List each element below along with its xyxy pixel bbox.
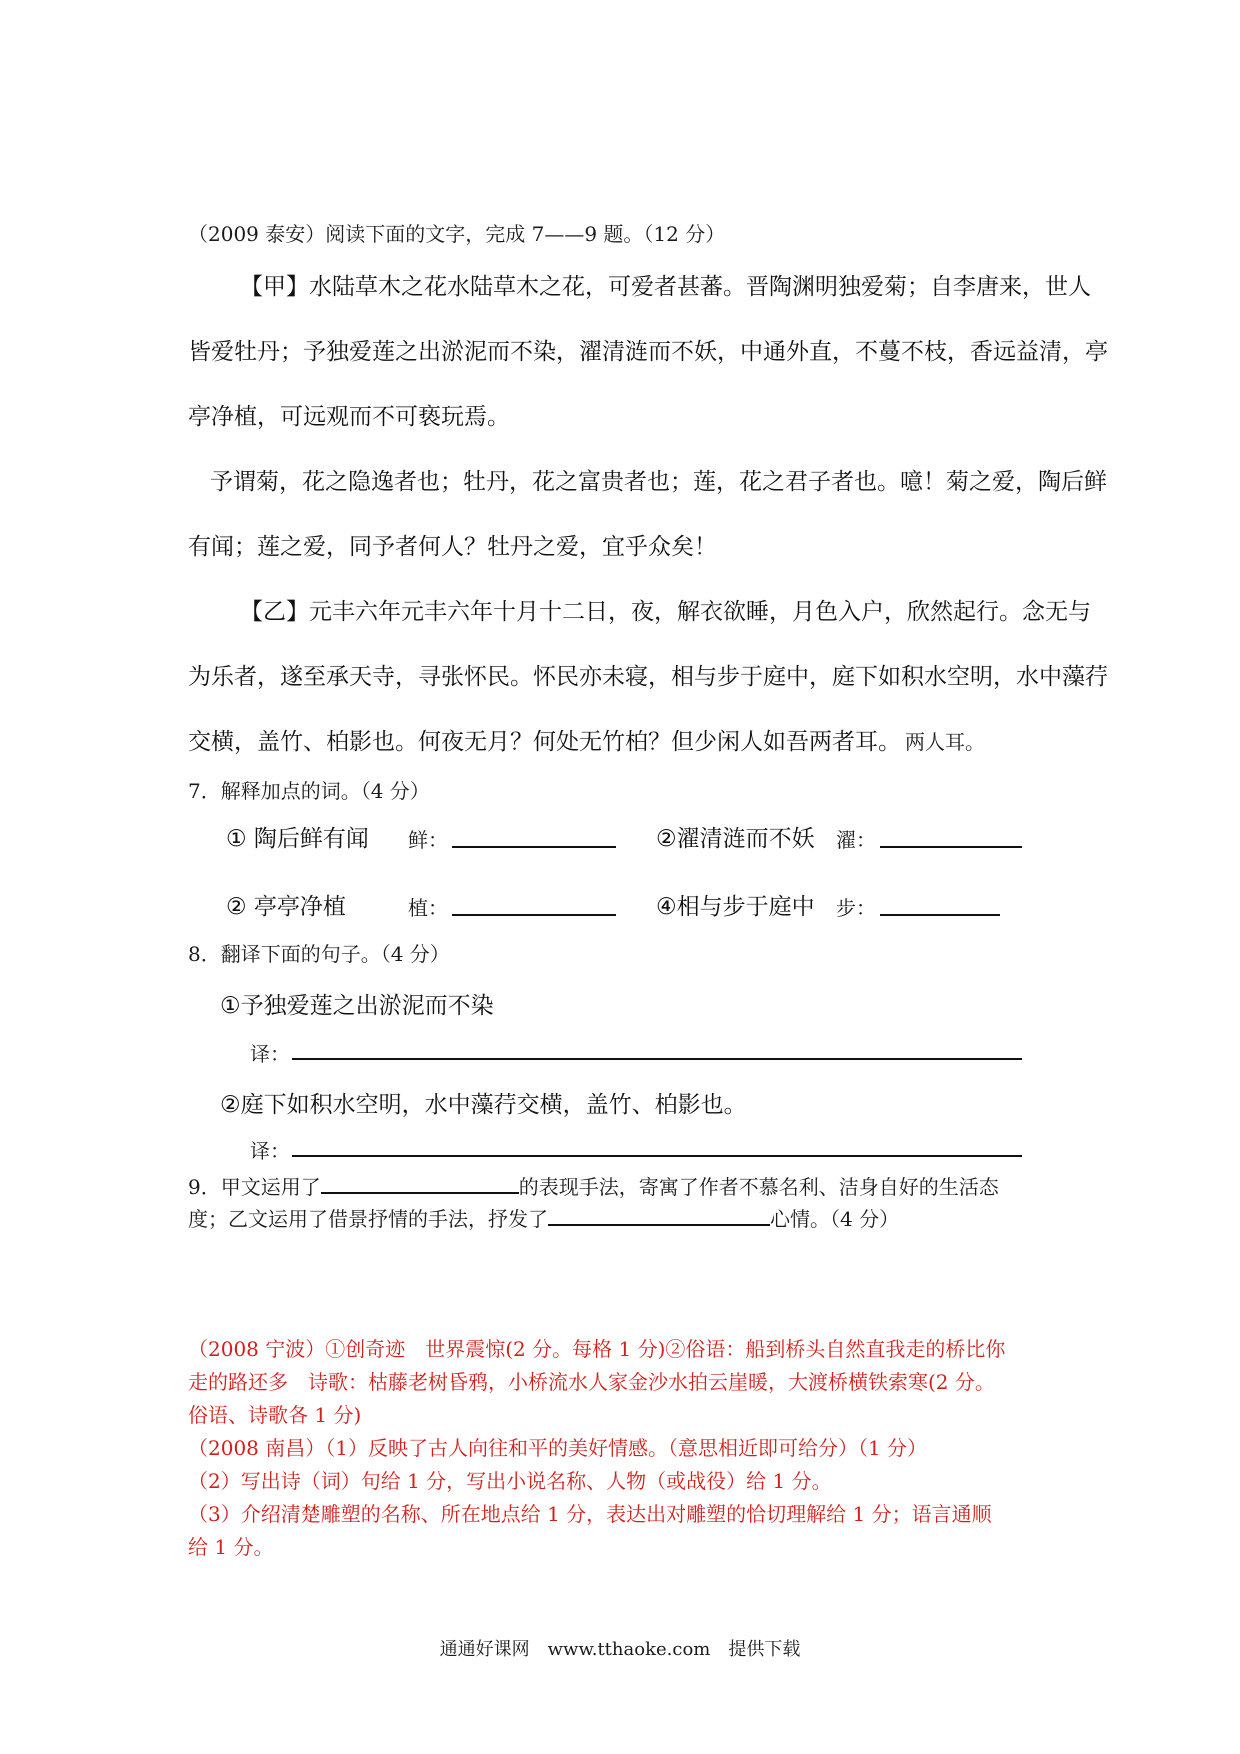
q7-item-1-label: 鲜： (408, 828, 448, 852)
q8-title: 8．翻译下面的句子。（4 分） (188, 942, 450, 966)
q9-part-3: 度；乙文运用了借景抒情的手法，抒发了 (188, 1207, 548, 1231)
page-footer: 通通好课网 www.tthaoke.com 提供下载 (439, 1639, 801, 1660)
q7-item-2-phrase: ②濯清涟而不妖 (656, 826, 815, 852)
q7-item-3-phrase: ② 亭亭净植 (226, 894, 346, 920)
question-intro: （2009 泰安）阅读下面的文字，完成 7——9 题。（12 分） (188, 222, 726, 246)
q7-item-1-phrase: ① 陶后鲜有闻 (226, 826, 369, 852)
q8-sentence-1: ①予独爱莲之出淤泥而不染 (220, 993, 494, 1019)
q7-item-1-answer-blank[interactable] (452, 824, 616, 848)
q9-part-1: 9．甲文运用了 (188, 1175, 321, 1199)
passage-yi-line-2: 为乐者，遂至承天寺，寻张怀民。怀民亦未寝，相与步于庭中，庭下如积水空明，水中藻荇 (188, 664, 1108, 690)
answer-line-6: （3）介绍清楚雕塑的名称、所在地点给 1 分，表达出对雕塑的恰切理解给 1 分；语言通顺 (188, 1502, 992, 1526)
passage-jia-line-5: 有闻；莲之爱，同予者何人？牡丹之爱，宜乎众矣！ (188, 534, 717, 560)
q8-sentence-2: ②庭下如积水空明，水中藻荇交横，盖竹、柏影也。 (220, 1092, 747, 1118)
answer-line-7: 给 1 分。 (188, 1535, 274, 1559)
q7-item-4-answer-blank[interactable] (880, 892, 1000, 916)
passage-yi-line-3-main: 交横，盖竹、柏影也。何夜无月？何处无竹柏？但少闲人如吾两者耳。 (188, 729, 901, 755)
q7-item-2-answer-blank[interactable] (880, 824, 1022, 848)
answer-line-4: （2008 南昌）（1）反映了古人向往和平的美好情感。（意思相近即可给分）（1 分） (188, 1436, 928, 1460)
q7-item-3-answer-blank[interactable] (452, 892, 616, 916)
q7-item-4-label: 步： (836, 896, 876, 920)
q9-part-2: 的表现手法，寄寓了作者不慕名利、洁身自好的生活态 (518, 1175, 999, 1199)
passage-jia-line-1: 【甲】水陆草木之花水陆草木之花，可爱者甚蕃。晋陶渊明独爱菊；自李唐来，世人 (240, 274, 1091, 300)
answer-line-5: （2）写出诗（词）句给 1 分，写出小说名称、人物（或战役）给 1 分。 (188, 1469, 832, 1493)
passage-yi-line-3-tail: 两人耳。 (905, 730, 985, 754)
q7-item-2-label: 濯： (836, 828, 876, 852)
passage-jia-line-2: 皆爱牡丹；予独爱莲之出淤泥而不染，濯清涟而不妖，中通外直，不蔓不枝，香远益清，亭 (188, 339, 1108, 365)
q8-translation-blank-2[interactable] (292, 1133, 1022, 1157)
q7-item-3-label: 植： (408, 896, 448, 920)
q9-line-1 (188, 1170, 999, 1200)
q8-yi-label-1: 译： (250, 1042, 290, 1066)
q7-item-4-phrase: ④相与步于庭中 (656, 894, 815, 920)
q9-blank-2[interactable] (548, 1202, 770, 1226)
q9-part-4: 心情。（4 分） (770, 1207, 900, 1231)
passage-jia-line-3: 亭净植，可远观而不可亵玩焉。 (188, 404, 510, 430)
q8-translation-blank-1[interactable] (292, 1036, 1022, 1060)
answer-line-1: （2008 宁波）①创奇迹 世界震惊(2 分。每格 1 分)②俗语：船到桥头自然直我走的桥比你 (188, 1337, 1006, 1361)
passage-yi-line-3 (188, 723, 985, 756)
q8-yi-label-2: 译： (250, 1139, 290, 1163)
q7-title: 7．解释加点的词。（4 分） (188, 779, 430, 803)
q9-line-2 (188, 1202, 899, 1232)
passage-jia-line-4: 予谓菊，花之隐逸者也；牡丹，花之富贵者也；莲，花之君子者也。噫！菊之爱，陶后鲜 (210, 469, 1107, 495)
answer-line-2: 走的路还多 诗歌：枯藤老树昏鸦，小桥流水人家金沙水拍云崖暖，大渡桥横铁索寒(2 分。 (188, 1370, 995, 1394)
q9-blank-1[interactable] (321, 1170, 519, 1194)
passage-yi-line-1: 【乙】元丰六年元丰六年十月十二日，夜，解衣欲睡，月色入户，欣然起行。念无与 (240, 599, 1091, 625)
answer-line-3: 俗语、诗歌各 1 分) (188, 1403, 362, 1427)
